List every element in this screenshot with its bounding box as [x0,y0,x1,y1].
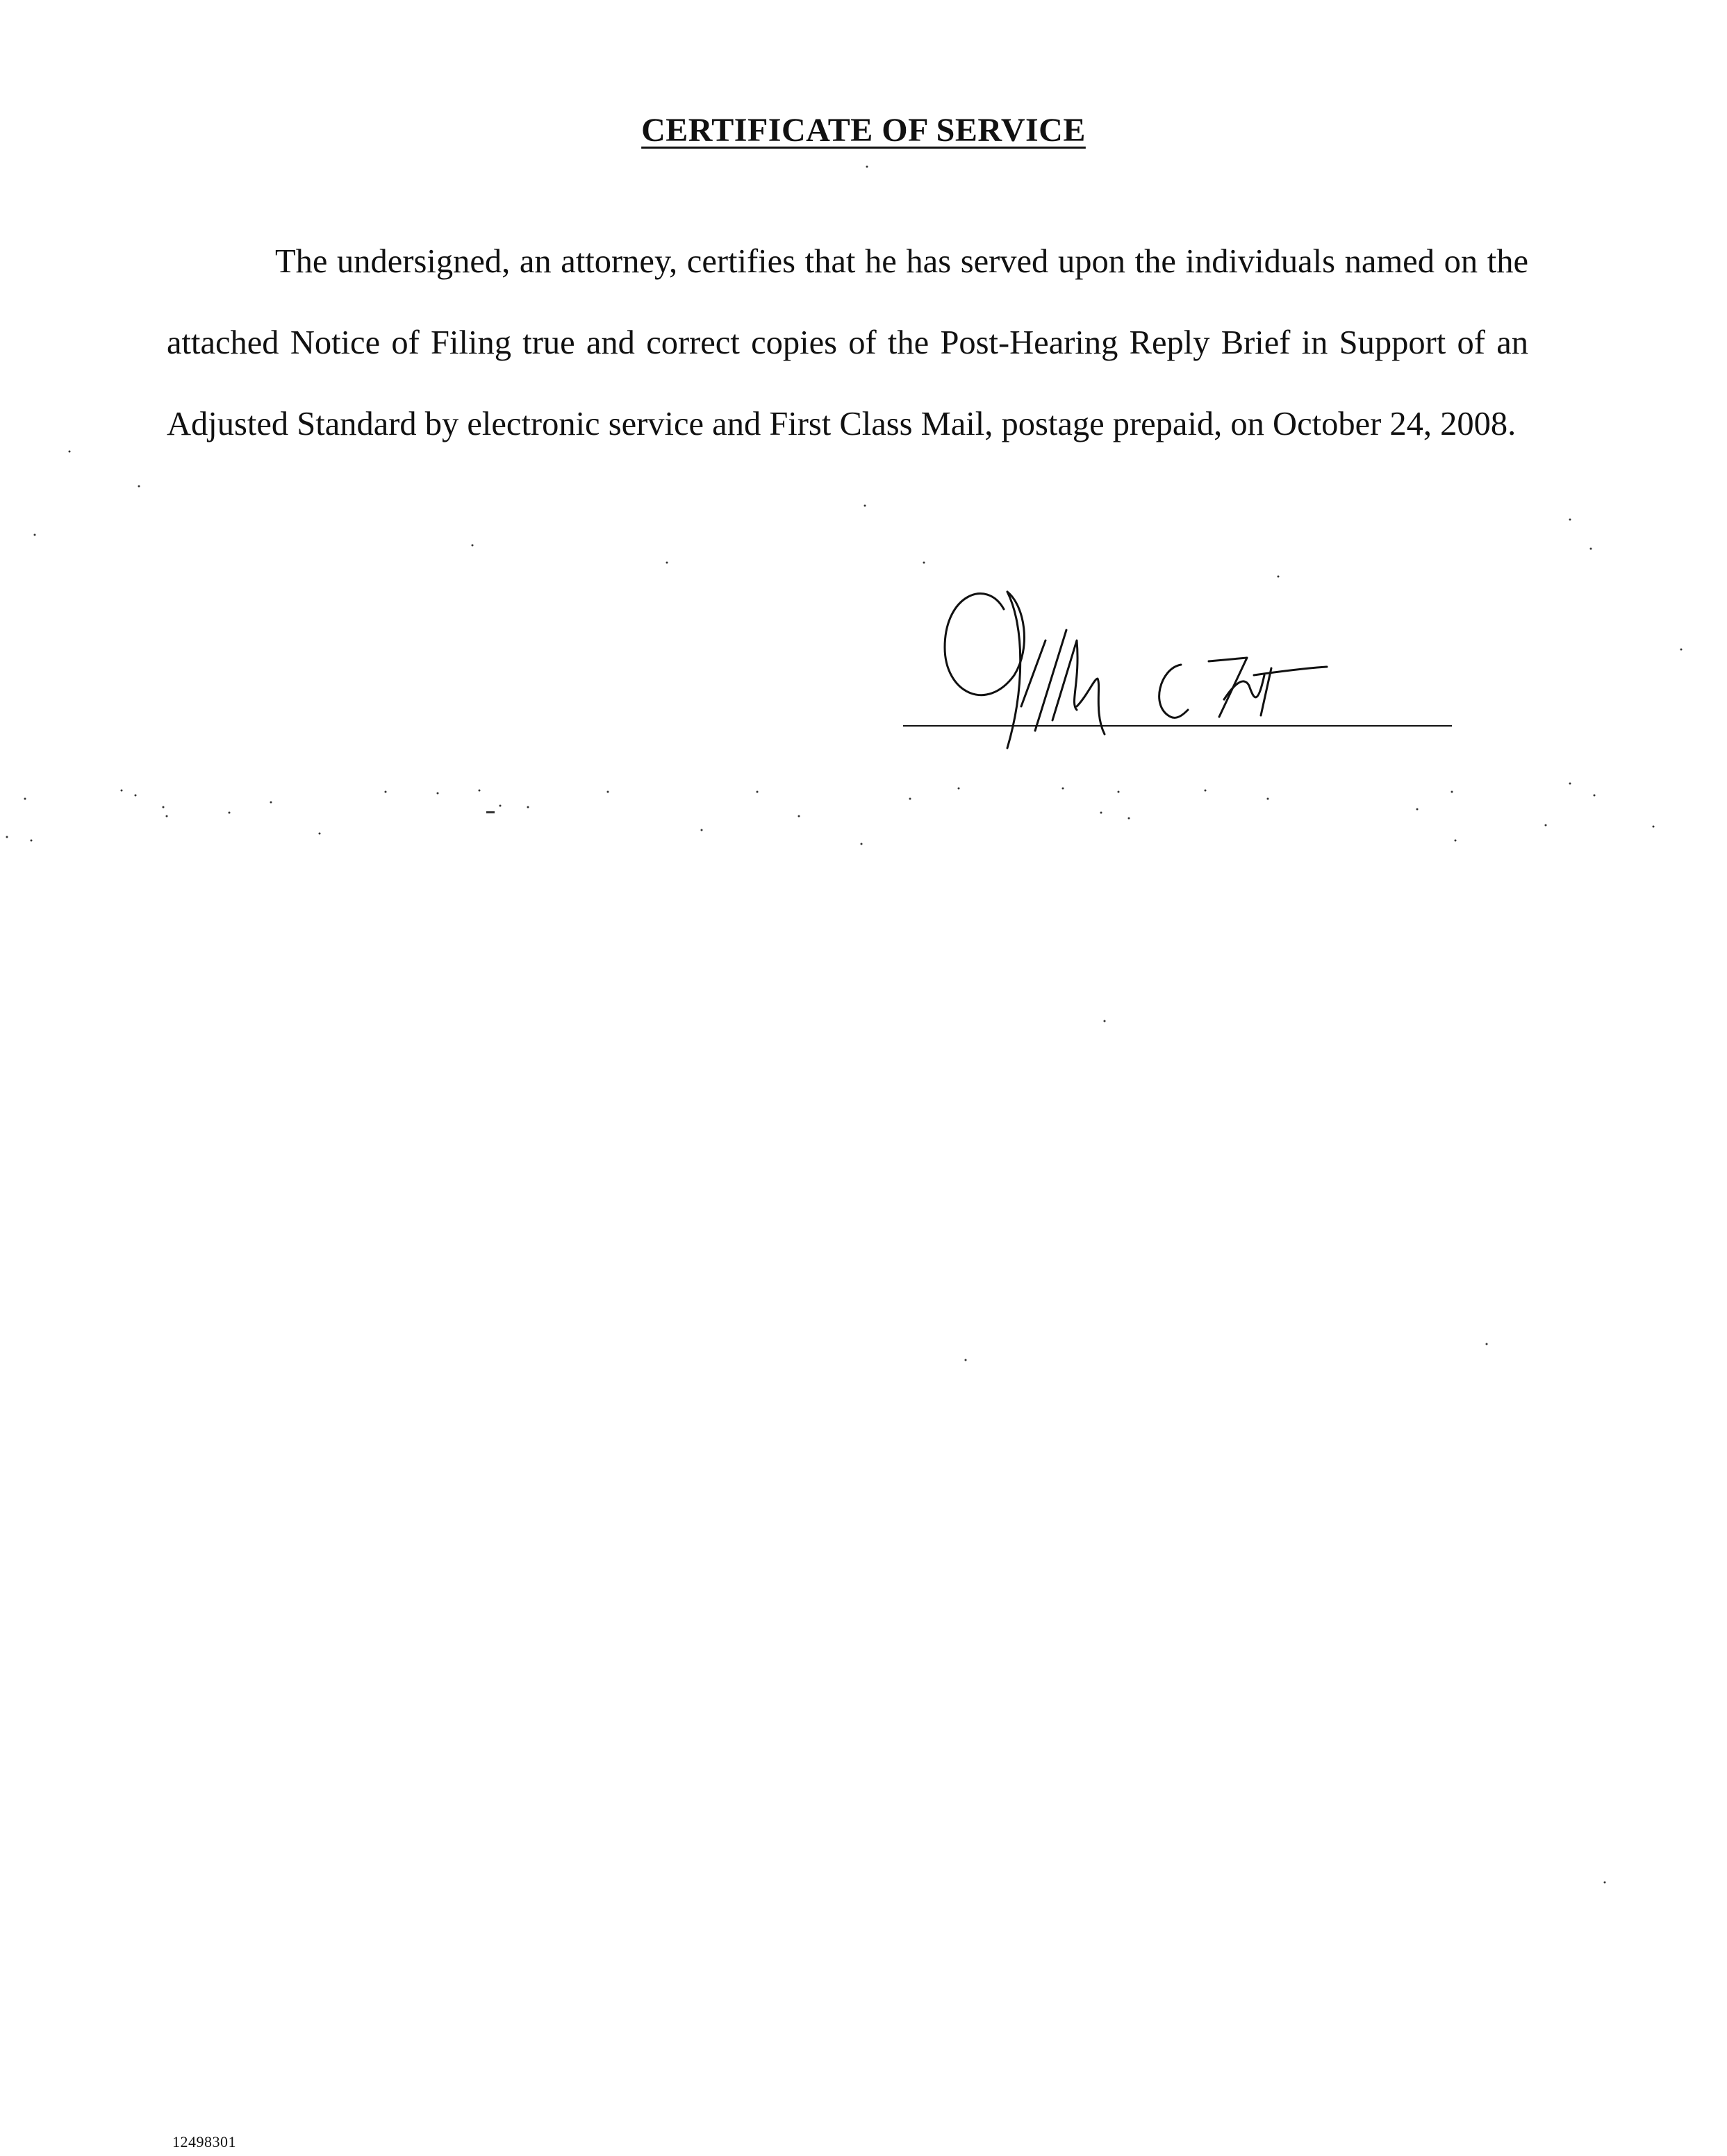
document-id-number: 12498301 [172,2133,236,2150]
handwritten-signature [903,564,1459,772]
certificate-body-text: The undersigned, an attorney, certifies that he has served upon the individuals named on the attached Notice of Filing true and correct copies of the Post-Hearing Reply Brief in Support of an Adjusted Standard by electronic service and First Class Mail, postage prepaid, on October 24, 2008. [167,243,1528,442]
signature-block [903,564,1459,772]
document-title: CERTIFICATE OF SERVICE [641,112,1086,149]
